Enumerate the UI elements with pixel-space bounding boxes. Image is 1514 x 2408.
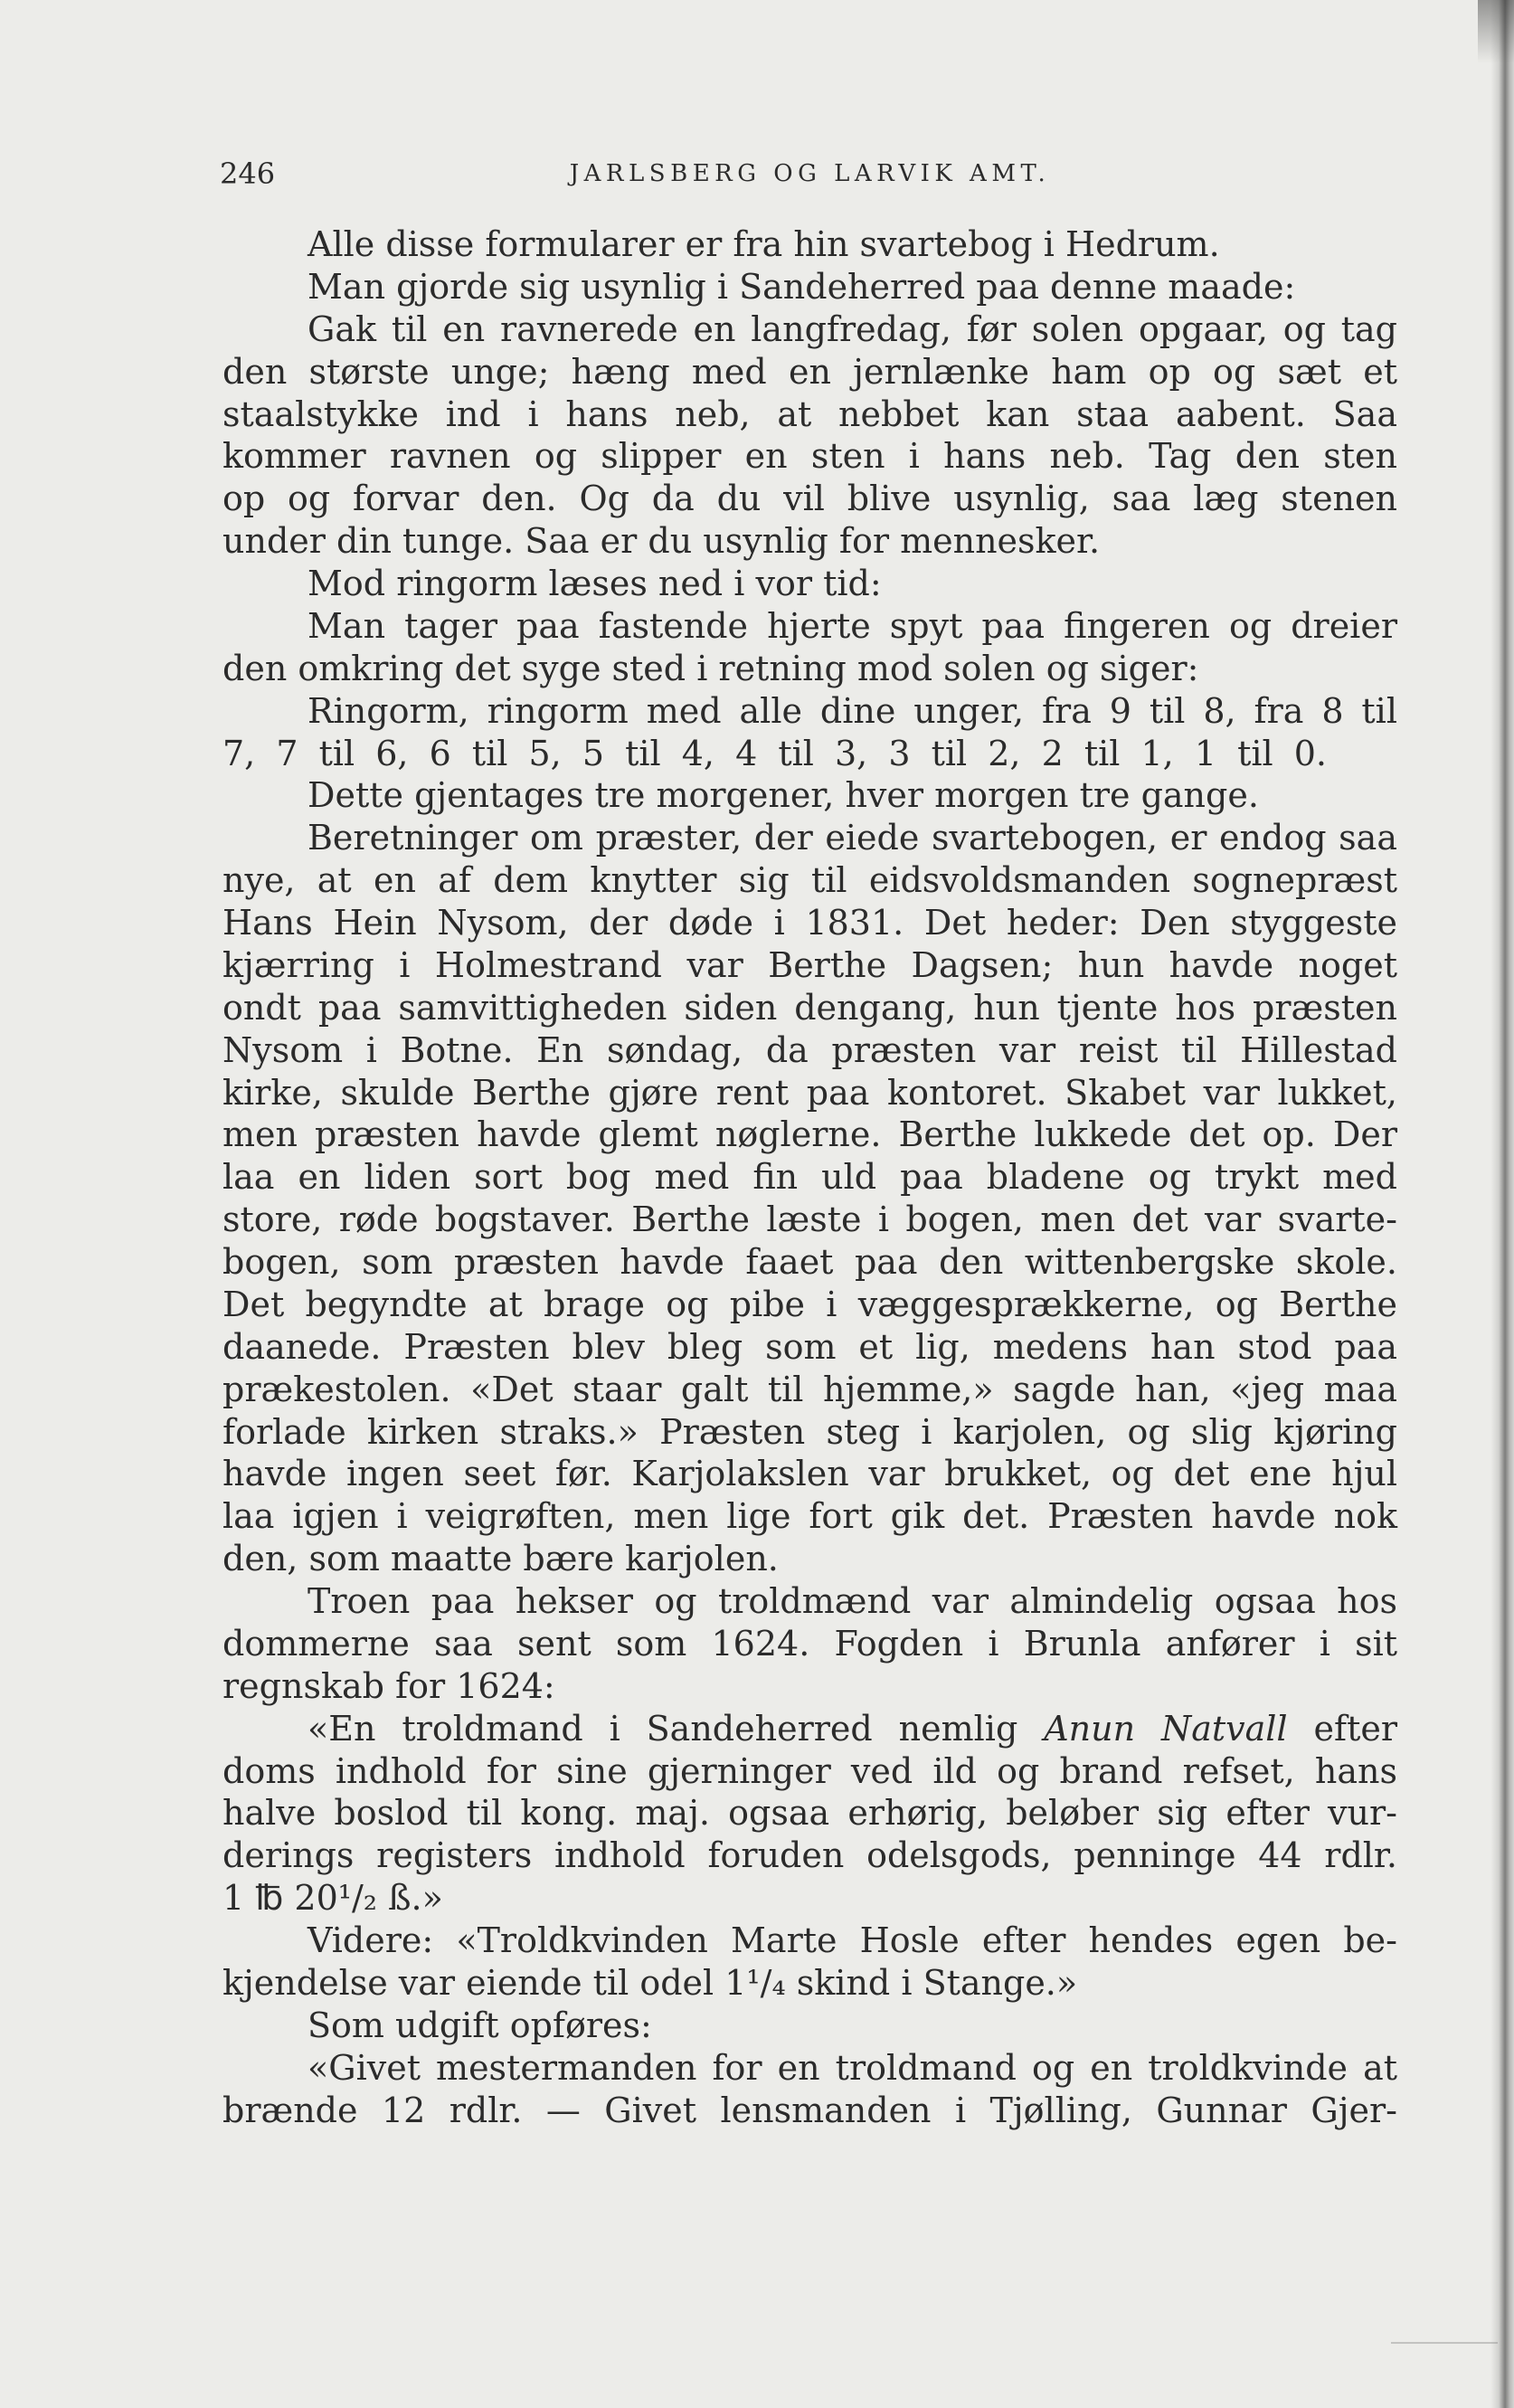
paragraph	[222, 690, 1397, 775]
paragraph	[222, 2005, 1397, 2047]
page-number: 246	[220, 156, 276, 191]
page-header	[222, 152, 1397, 195]
text-line: Man tager paa fastende hjerte spyt paa fingeren og dreier	[308, 605, 1397, 646]
text-line: Det begyndte at brage og pibe i væggesprækkerne, og Berthe	[222, 1284, 1397, 1324]
text-line: prækestolen. «Det staar galt til hjemme,» sagde han, «jeg maa	[222, 1369, 1397, 1409]
text-line	[222, 1708, 1397, 1750]
text-line: dommerne saa sent som 1624. Fogden i Brunla anfører i sit	[222, 1623, 1397, 1664]
text-line: Mod ringorm læses ned i vor tid:	[308, 564, 882, 603]
text-line: havde ingen seet før. Karjolakslen var brukket, og det ene hjul	[222, 1454, 1397, 1494]
text-line: Man gjorde sig usynlig i Sandeherred paa denne maade:	[308, 266, 1296, 307]
text-line: kommer ravnen og slipper en sten i hans neb. Tag den sten	[222, 436, 1397, 477]
binding-shadow	[1490, 0, 1514, 2408]
paragraph	[222, 266, 1397, 308]
text-line: kjærring i Holmestrand var Berthe Dagsen; hun havde noget	[222, 944, 1397, 985]
italic-name: Anun Natvall	[1044, 1708, 1288, 1749]
text-line: ondt paa samvittigheden siden dengang, hun tjente hos præsten	[222, 987, 1397, 1028]
paragraph	[222, 1580, 1397, 1708]
text-line: doms indhold for sine gjerninger ved ild og brand refset, hans	[222, 1750, 1397, 1791]
text-line: kirke, skulde Berthe gjøre rent paa kontoret. Skabet var lukket,	[222, 1072, 1397, 1113]
text-line: regnskab for 1624:	[222, 1665, 555, 1706]
text-line: 7, 7 til 6, 6 til 5, 5 til 4, 4 til 3, 3 til 2, 2 til 1, 1 til 0.	[222, 733, 1327, 773]
text-line: Nysom i Botne. En søndag, da præsten var reist til Hillestad	[222, 1029, 1397, 1070]
text-line: Alle disse formularer er fra hin svartebog i Hedrum.	[308, 224, 1220, 264]
text-line: Ringorm, ringorm med alle dine unger, fra 9 til 8, fra 8 til	[308, 690, 1397, 731]
text-line: halve boslod til kong. maj. ogsaa erhørig, beløber sig efter vur-	[222, 1793, 1397, 1834]
text-line: Troen paa hekser og troldmænd var almindelig ogsaa hos	[308, 1581, 1397, 1621]
text-line: Som udgift opføres:	[308, 2005, 652, 2045]
running-title: JARLSBERG OG LARVIK AMT.	[569, 160, 1051, 187]
corner-shadow	[1478, 0, 1514, 63]
text-line: bogen, som præsten havde faaet paa den wittenbergske skole.	[222, 1242, 1397, 1282]
text-line: kjendelse var eiende til odel 1¹/₄ skind i Stange.»	[222, 1962, 1078, 2003]
text-line: store, røde bogstaver. Berthe læste i bogen, men det var svarte-	[222, 1199, 1397, 1240]
paragraph	[222, 774, 1397, 817]
paragraph	[222, 2047, 1397, 2132]
text-line: daanede. Præsten blev bleg som et lig, medens han stod paa	[222, 1326, 1397, 1367]
text-segment: «En troldmand i Sandeherred nemlig	[308, 1708, 1045, 1749]
text-line: den, som maatte bære karjolen.	[222, 1539, 779, 1579]
text-line: forlade kirken straks.» Præsten steg i karjolen, og slig kjøring	[222, 1411, 1397, 1452]
text-line: Hans Hein Nysom, der døde i 1831. Det heder: Den styggeste	[222, 903, 1397, 943]
text-line: Dette gjentages tre morgener, hver morgen tre gange.	[308, 775, 1259, 816]
scan-artifact-line	[1391, 2342, 1498, 2344]
text-line: staalstykke ind i hans neb, at nebbet kan staa aabent. Saa	[222, 393, 1397, 434]
text-line: laa igjen i veigrøften, men lige fort gik det. Præsten havde nok	[222, 1496, 1397, 1537]
text-line: den største unge; hæng med en jernlænke ham op og sæt et	[222, 351, 1397, 392]
paragraph	[222, 1708, 1397, 1920]
text-line: 1 ℔ 20¹/₂ ß.»	[222, 1878, 443, 1919]
text-line: brænde 12 rdlr. — Givet lensmanden i Tjølling, Gunnar Gjer-	[222, 2090, 1397, 2130]
text-line: derings registers indhold foruden odelsgods, penninge 44 rdlr.	[222, 1835, 1397, 1876]
text-line: den omkring det syge sted i retning mod solen og siger:	[222, 648, 1199, 688]
text-line: men præsten havde glemt nøglerne. Berthe lukkede det op. Der	[222, 1114, 1397, 1155]
text-line: laa en liden sort bog med fin uld paa bladene og trykt med	[222, 1157, 1397, 1198]
paragraph	[222, 223, 1397, 266]
text-line: Videre: «Troldkvinden Marte Hosle efter hendes egen be-	[308, 1920, 1397, 1960]
text-line: «Givet mestermanden for en troldmand og en troldkvinde at	[308, 2047, 1397, 2088]
paragraph	[222, 563, 1397, 605]
text-line: Beretninger om præster, der eiede svartebogen, er endog saa	[308, 818, 1397, 858]
paragraph	[222, 817, 1397, 1580]
text-line: Gak til en ravnerede en langfredag, før solen opgaar, og tag	[308, 308, 1397, 349]
text-line: under din tunge. Saa er du usynlig for mennesker.	[222, 521, 1101, 562]
text-line: nye, at en af dem knytter sig til eidsvoldsmanden sognepræst	[222, 860, 1397, 901]
paragraph	[222, 308, 1397, 563]
paragraph	[222, 1920, 1397, 2005]
text-line: op og forvar den. Og da du vil blive usynlig, saa læg stenen	[222, 479, 1397, 519]
paragraph	[222, 605, 1397, 690]
body-text	[222, 223, 1397, 2131]
text-segment: efter	[1287, 1708, 1397, 1749]
